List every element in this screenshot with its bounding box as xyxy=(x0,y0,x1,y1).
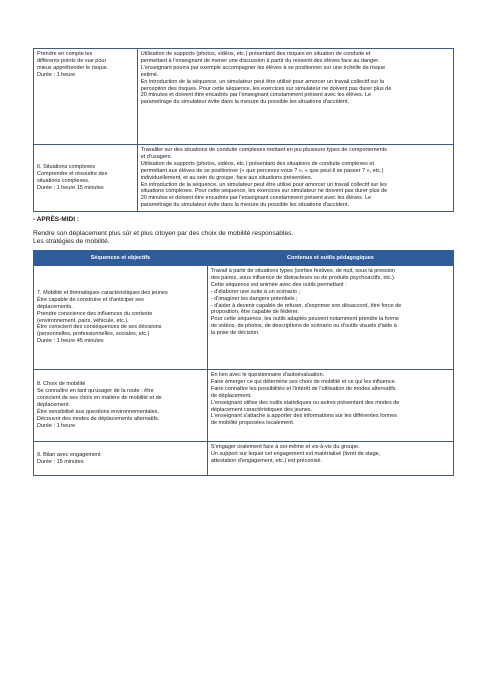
table-header-row xyxy=(34,251,454,266)
cell-line: perception des risques. Pour cette séquence, les exercices sur simulateur ne doivent pas durer plus de xyxy=(140,85,392,92)
cell-line: Travailler sur des situations de conduite complexes mettant en jeu plusieurs types de comportements xyxy=(140,147,387,153)
cell-line: de vidéos, de photos, de descriptions de scénario ou d'outils visuels d'aide à xyxy=(210,323,397,330)
column-header: Séquences et objectifs xyxy=(34,251,208,266)
sequence-cell xyxy=(34,370,208,442)
cell-line: Faire connaître les possibilités et l'intérêt de l'utilisation de modes alternatifs xyxy=(210,385,396,392)
cell-line: L'enseignant utilise des outils statistiques ou autres présentant des modes de xyxy=(210,399,400,406)
cell-line: Prendre conscience des influences du contexte xyxy=(37,310,153,317)
cell-line: Prendre en compte les xyxy=(37,51,93,57)
sequence-cell xyxy=(34,266,208,370)
cell-line: - d'élaborer une suite à un scénario ; xyxy=(210,288,300,295)
cell-line: (personnelles, professionnelles, sociales, etc.) xyxy=(37,331,150,338)
cell-line: Cette séquence est animée avec des outils permettant : xyxy=(210,281,347,288)
cell-line: Être conscient des conséquences de ses décisions xyxy=(37,324,162,331)
cell-line: Travail à partir de situations types (sorties festives, de nuit, sous la pression xyxy=(210,268,396,274)
cell-line: Durée : 1 heure 15 minutes xyxy=(37,184,104,191)
cell-line: (environnement, pairs, véhicule, etc.). xyxy=(37,317,129,324)
cell-line: la prise de décision. xyxy=(210,330,260,337)
intro-text xyxy=(33,230,293,246)
intro-line: Rendre son déplacement plus sûr et plus citoyen par des choix de mobilité responsables. xyxy=(33,230,294,237)
cell-line: Durée : 1 heure xyxy=(37,71,76,78)
cell-line: de déplacement. xyxy=(210,392,252,399)
section-title: - APRÈS-MIDI : xyxy=(33,216,79,223)
cell-line: Découvrir des modes de déplacements alternatifs. xyxy=(37,415,160,422)
bottom-table xyxy=(33,250,454,476)
cell-line: paramétrage du simulateur évite dans la mesure du possible les situations d'accident. xyxy=(140,202,350,209)
cell-line: mieux appréhender le risque. xyxy=(37,64,109,71)
cell-line: Se connaître en tant qu'usager de la route : être xyxy=(37,388,154,395)
table-row xyxy=(34,49,454,145)
column-header: Contenus et outils pédagogiques xyxy=(207,251,453,266)
cell-line: situations complexes. xyxy=(37,178,90,185)
content-cell xyxy=(207,442,453,476)
table-row xyxy=(34,442,454,476)
cell-line: de mobilité proposées localement. xyxy=(210,420,295,427)
cell-line: 9. Bilan avec engagement xyxy=(37,451,101,458)
cell-line: - d'imaginer les dangers potentiels ; xyxy=(210,295,298,302)
table-row xyxy=(34,370,454,442)
cell-line: déplacement caractéristiques des jeunes. xyxy=(210,406,313,413)
cell-line: permettant à l'enseignant de mener une discussion à partir du ressenti des élèves face au danger. xyxy=(140,57,380,64)
cell-line: situations complexes. Pour cette séquence, les exercices sur simulateur ne doivent pas durer plus de xyxy=(140,188,388,195)
cell-line: Un support sur lequel cet engagement est matérialisé (livret de stage, xyxy=(210,450,381,457)
cell-line: Faire émerger ce qui détermine ses choix de mobilité et ce qui les influence. xyxy=(210,378,397,385)
cell-line: En introduction de la séquence, un simulateur peut être utilisé pour amorcer un travail collectif sur les xyxy=(140,181,387,188)
content-cell xyxy=(207,266,453,370)
cell-line: Utilisation de supports (photos, vidéos, etc.) présentant des risques en situation de conduite et xyxy=(140,51,371,57)
cell-line: 20 minutes et doivent être encadrés par l'enseignant constamment présent avec les élèves. Le xyxy=(140,195,372,202)
cell-line: Durée : 1 heure 45 minutes xyxy=(37,338,104,345)
intro-line: Les stratégies de mobilité. xyxy=(33,238,110,245)
cell-line: individuellement, et au sein du groupe, face aux situations présentées. xyxy=(140,174,313,181)
table-row xyxy=(34,266,454,370)
cell-line: paramétrage du simulateur évite dans la mesure du possible les situations d'accident. xyxy=(140,99,350,106)
cell-line: déplacements. xyxy=(37,303,73,310)
cell-line: S'engager oralement face à soi-même et vis-à-vis du groupe. xyxy=(210,444,360,450)
top-table xyxy=(33,48,454,212)
table-row xyxy=(34,145,454,212)
content-cell xyxy=(137,49,453,145)
sequence-cell xyxy=(34,442,208,476)
cell-line: Utilisation de supports (photos, vidéos, etc.) présentant des situations de conduite complexes et xyxy=(140,160,374,167)
cell-line: Durée : 15 minutes xyxy=(37,458,84,465)
cell-line: L'enseignant s'attache à apporter des informations sur les différentes formes xyxy=(210,413,397,420)
cell-line: Comprendre et résoudre des xyxy=(37,171,108,178)
cell-line: des paires, sous influence de distracteurs ou de produits psychoactifs, etc.). xyxy=(210,274,396,281)
cell-line: et d'usagers. xyxy=(140,153,173,160)
sequence-cell xyxy=(34,49,138,145)
cell-line: 7. Mobilité et thématiques caractéristiques des jeunes xyxy=(37,289,168,296)
cell-line: différents points de vue pour xyxy=(37,57,107,64)
cell-line: Pour cette séquence, les outils adaptés peuvent notamment prendre la forme xyxy=(210,316,399,323)
cell-line: 8. Choix de mobilité xyxy=(37,381,86,388)
cell-line: En lien avec le questionnaire d'autoévaluation. xyxy=(210,372,325,378)
cell-line: Durée : 1 heure xyxy=(37,422,76,429)
cell-line: conscient de ses choix en matière de mobilité et de xyxy=(37,395,162,402)
cell-line: estimé. xyxy=(140,71,159,78)
content-cell xyxy=(207,370,453,442)
sequence-cell xyxy=(34,145,138,212)
cell-line: - d'aider à devenir capable de refuser, d'exprimer son désaccord, être force de xyxy=(210,302,402,309)
cell-line: proposition, être capable de fédérer. xyxy=(210,309,299,316)
cell-line: En introduction de la séquence, un simulateur peut être utilisé pour amorcer un travail collectif sur la xyxy=(140,78,385,85)
cell-line: Être capable de construire et d'anticiper ses xyxy=(37,296,144,303)
cell-line: 6. Situations complexes xyxy=(37,164,96,171)
cell-line: L'enseignant pourra par exemple accompagner les élèves à se positionner sur une échelle de risque xyxy=(140,64,386,71)
cell-line: Être sensibilisé aux questions environnementales. xyxy=(37,408,159,415)
cell-line: déplacement. xyxy=(37,402,71,409)
cell-line: permettant aux élèves de se positionner (« que percevez-vous ? », « que peut-il se passer ? », etc.) xyxy=(140,167,384,174)
cell-line: 20 minutes et doivent être encadrés par l'enseignant constamment présent avec les élèves. Le xyxy=(140,92,372,99)
content-cell xyxy=(137,145,453,212)
cell-line: attestation d'engagement, etc.) est préconisé. xyxy=(210,457,323,464)
